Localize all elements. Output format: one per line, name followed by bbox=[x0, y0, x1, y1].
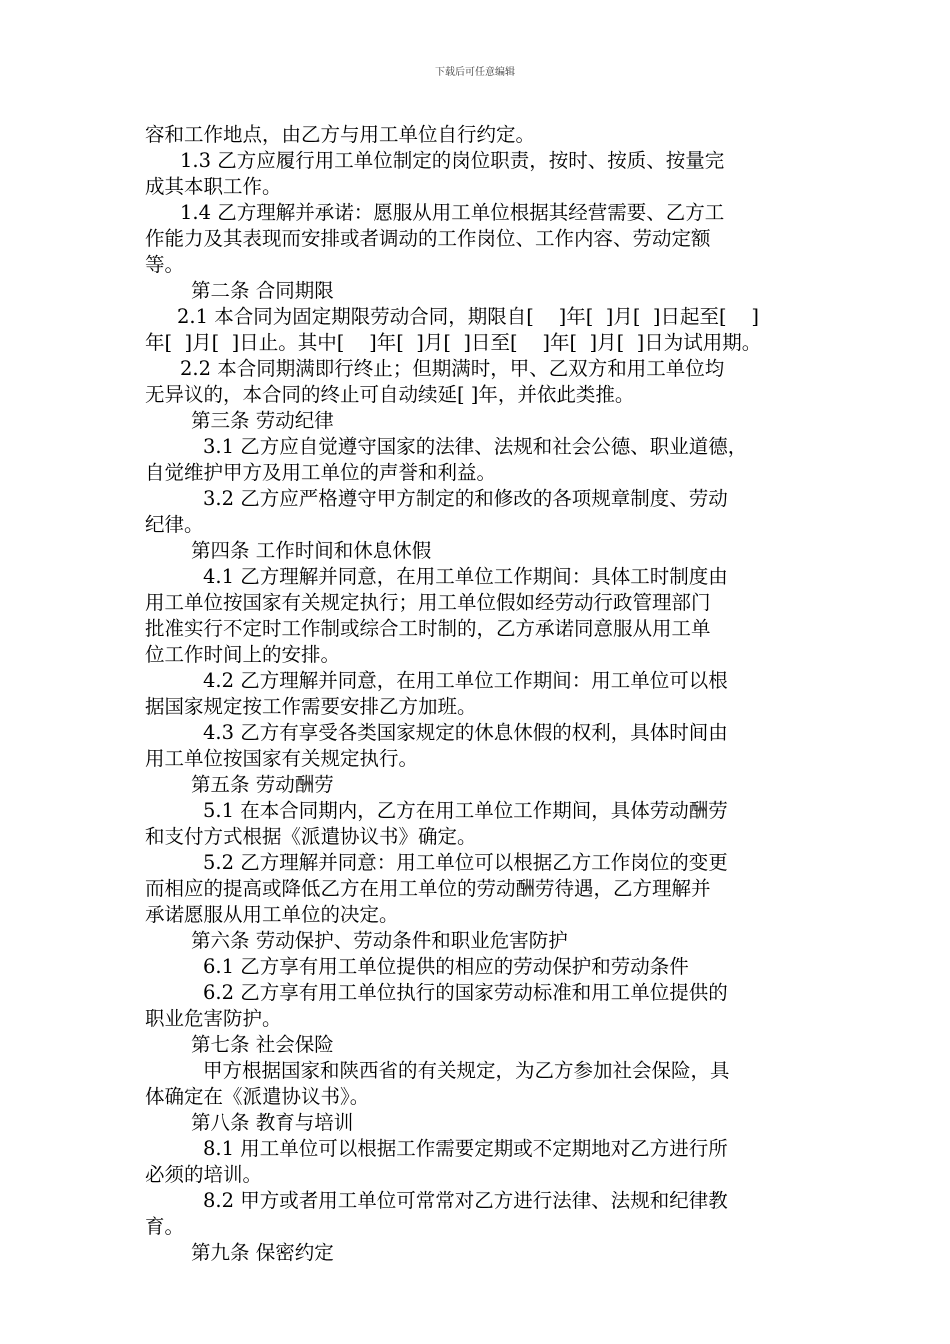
clause-4-3: 4.3 乙方有享受各类国家规定的休息休假的权利，具体时间由 bbox=[203, 721, 728, 744]
text-line: 成其本职工作。 bbox=[145, 175, 282, 198]
text-line: 和支付方式根据《派遣协议书》确定。 bbox=[145, 825, 477, 848]
page-header-note: 下载后可任意编辑 bbox=[435, 67, 515, 78]
text-line: 用工单位按国家有关规定执行。 bbox=[145, 747, 419, 770]
article-heading-6: 第六条 劳动保护、劳动条件和职业危害防护 bbox=[191, 929, 568, 952]
article-heading-2: 第二条 合同期限 bbox=[191, 279, 334, 302]
text-line: 承诺愿服从用工单位的决定。 bbox=[145, 903, 399, 926]
clause-5-1: 5.1 在本合同期内，乙方在用工单位工作期间，具体劳动酬劳 bbox=[203, 799, 728, 822]
text-line: 批准实行不定时工作制或综合工时制的，乙方承诺同意服从用工单 bbox=[145, 617, 711, 640]
article-heading-7: 第七条 社会保险 bbox=[191, 1033, 334, 1056]
article-heading-5: 第五条 劳动酬劳 bbox=[191, 773, 334, 796]
clause-4-2: 4.2 乙方理解并同意，在用工单位工作期间：用工单位可以根 bbox=[203, 669, 728, 692]
text-line: 等。 bbox=[145, 253, 185, 276]
document-body bbox=[145, 122, 811, 1266]
text-line: 年[ ]月[ ]日止。其中[ ]年[ ]月[ ]日至[ ]年[ ]月[ ]日为试用期。 bbox=[145, 331, 762, 354]
clause-8-1: 8.1 用工单位可以根据工作需要定期或不定期地对乙方进行所 bbox=[203, 1137, 728, 1160]
text-line: 无异议的，本合同的终止可自动续延[ ]年，并依此类推。 bbox=[145, 383, 635, 406]
text-line: 而相应的提高或降低乙方在用工单位的劳动酬劳待遇，乙方理解并 bbox=[145, 877, 711, 900]
clause-1-3: 1.3 乙方应履行用工单位制定的岗位职责，按时、按质、按量完 bbox=[180, 149, 725, 172]
article-heading-9: 第九条 保密约定 bbox=[191, 1241, 334, 1264]
text-line: 作能力及其表现而安排或者调动的工作岗位、工作内容、劳动定额 bbox=[145, 227, 711, 250]
text-line: 纪律。 bbox=[145, 513, 204, 536]
clause-3-1: 3.1 乙方应自觉遵守国家的法律、法规和社会公德、职业道德， bbox=[203, 435, 748, 458]
text-line: 自觉维护甲方及用工单位的声誉和利益。 bbox=[145, 461, 497, 484]
clause-8-2: 8.2 甲方或者用工单位可常常对乙方进行法律、法规和纪律教 bbox=[203, 1189, 728, 1212]
text-line: 育。 bbox=[145, 1215, 185, 1238]
clause-2-1: 2.1 本合同为固定期限劳动合同，期限自[ ]年[ ]月[ ]日起至[ ] bbox=[177, 305, 759, 328]
clause-6-1: 6.1 乙方享有用工单位提供的相应的劳动保护和劳动条件 bbox=[203, 955, 689, 978]
article-heading-8: 第八条 教育与培训 bbox=[191, 1111, 354, 1134]
clause-7: 甲方根据国家和陕西省的有关规定，为乙方参加社会保险，具 bbox=[203, 1059, 730, 1082]
clause-3-2: 3.2 乙方应严格遵守甲方制定的和修改的各项规章制度、劳动 bbox=[203, 487, 728, 510]
text-line: 体确定在《派遣协议书》。 bbox=[145, 1085, 370, 1108]
text-line: 容和工作地点，由乙方与用工单位自行约定。 bbox=[145, 123, 536, 146]
clause-6-2: 6.2 乙方享有用工单位执行的国家劳动标准和用工单位提供的 bbox=[203, 981, 728, 1004]
article-heading-4: 第四条 工作时间和休息休假 bbox=[191, 539, 432, 562]
clause-1-4: 1.4 乙方理解并承诺：愿服从用工单位根据其经营需要、乙方工 bbox=[180, 201, 725, 224]
text-line: 必须的培训。 bbox=[145, 1163, 263, 1186]
clause-5-2: 5.2 乙方理解并同意：用工单位可以根据乙方工作岗位的变更 bbox=[203, 851, 728, 874]
text-line: 位工作时间上的安排。 bbox=[145, 643, 341, 666]
clause-4-1: 4.1 乙方理解并同意，在用工单位工作期间：具体工时制度由 bbox=[203, 565, 728, 588]
text-line: 用工单位按国家有关规定执行；用工单位假如经劳动行政管理部门 bbox=[145, 591, 711, 614]
text-line: 职业危害防护。 bbox=[145, 1007, 282, 1030]
text-line: 据国家规定按工作需要安排乙方加班。 bbox=[145, 695, 477, 718]
clause-2-2: 2.2 本合同期满即行终止；但期满时，甲、乙双方和用工单位均 bbox=[180, 357, 725, 380]
article-heading-3: 第三条 劳动纪律 bbox=[191, 409, 334, 432]
